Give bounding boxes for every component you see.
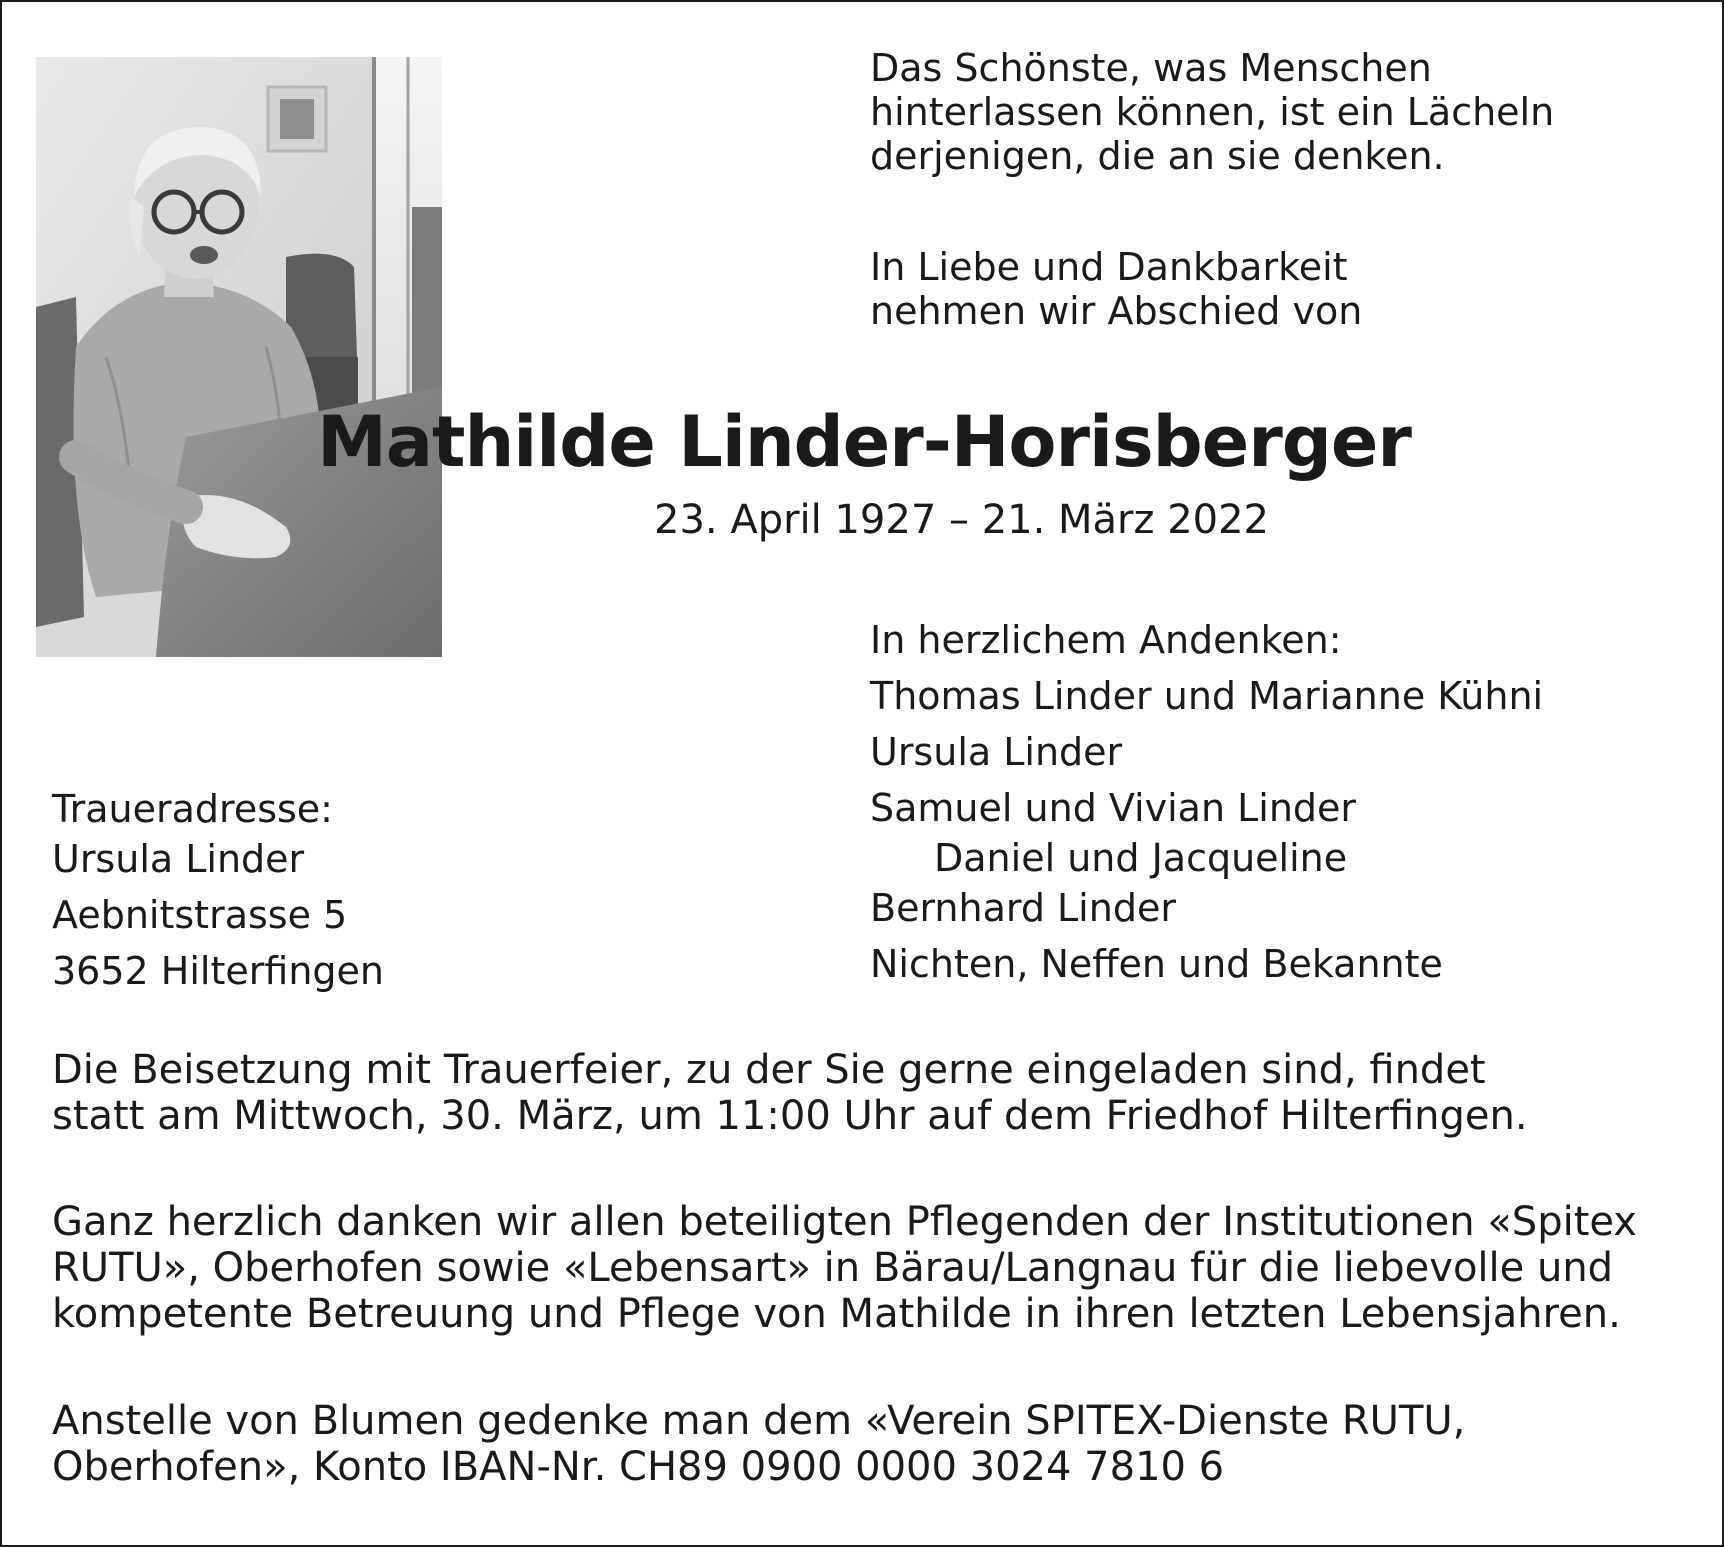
address-heading: Traueradresse: [52, 787, 333, 831]
mourner-entry: Thomas Linder und Marianne Kühni [870, 674, 1544, 718]
deceased-name: Mathilde Linder-Horisberger [317, 401, 1411, 483]
ceremony-line: statt am Mittwoch, 30. März, um 11:00 Uhr auf dem Friedhof Hilterfingen. [52, 1093, 1528, 1139]
life-dates: 23. April 1927 – 21. März 2022 [654, 497, 1269, 543]
farewell-line: In Liebe und Dankbarkeit [870, 245, 1348, 289]
portrait-photo [36, 57, 442, 657]
thanks-line: kompetente Betreuung und Pflege von Mathilde in ihren letzten Lebensjahren. [52, 1291, 1621, 1337]
mourning-address [52, 787, 384, 999]
ceremony-paragraph [52, 1047, 1528, 1139]
mourners-list [870, 612, 1543, 992]
thanks-paragraph [52, 1199, 1637, 1337]
donation-line: Oberhofen», Konto IBAN-Nr. CH89 0900 0000 3024 7810 6 [52, 1444, 1225, 1490]
mourner-entry: Ursula Linder [870, 730, 1123, 774]
farewell-line: nehmen wir Abschied von [870, 289, 1363, 333]
quote-line: hinterlassen können, ist ein Lächeln [870, 90, 1555, 134]
quote-line: derjenigen, die an sie denken. [870, 134, 1445, 178]
mourner-entry: Samuel und Vivian Linder [870, 786, 1357, 830]
address-name: Ursula Linder [52, 837, 305, 881]
donation-line: Anstelle von Blumen gedenke man dem «Verein SPITEX-Dienste RUTU, [52, 1398, 1466, 1444]
farewell-intro [870, 245, 1362, 333]
quote-line: Das Schönste, was Menschen [870, 46, 1432, 90]
memorial-quote [870, 46, 1554, 178]
thanks-line: RUTU», Oberhofen sowie «Lebensart» in Bärau/Langnau für die liebevolle und [52, 1245, 1614, 1291]
portrait-illustration [36, 57, 442, 657]
thanks-line: Ganz herzlich danken wir allen beteiligten Pflegenden der Institutionen «Spitex [52, 1199, 1637, 1245]
mourner-entry: Nichten, Neffen und Bekannte [870, 942, 1443, 986]
mourner-entry: Daniel und Jacqueline [934, 836, 1348, 880]
address-city: 3652 Hilterfingen [52, 949, 384, 993]
address-street: Aebnitstrasse 5 [52, 893, 348, 937]
donation-paragraph [52, 1398, 1465, 1490]
mourners-heading: In herzlichem Andenken: [870, 618, 1342, 662]
ceremony-line: Die Beisetzung mit Trauerfeier, zu der Sie gerne eingeladen sind, findet [52, 1047, 1486, 1093]
mourner-entry: Bernhard Linder [870, 886, 1176, 930]
